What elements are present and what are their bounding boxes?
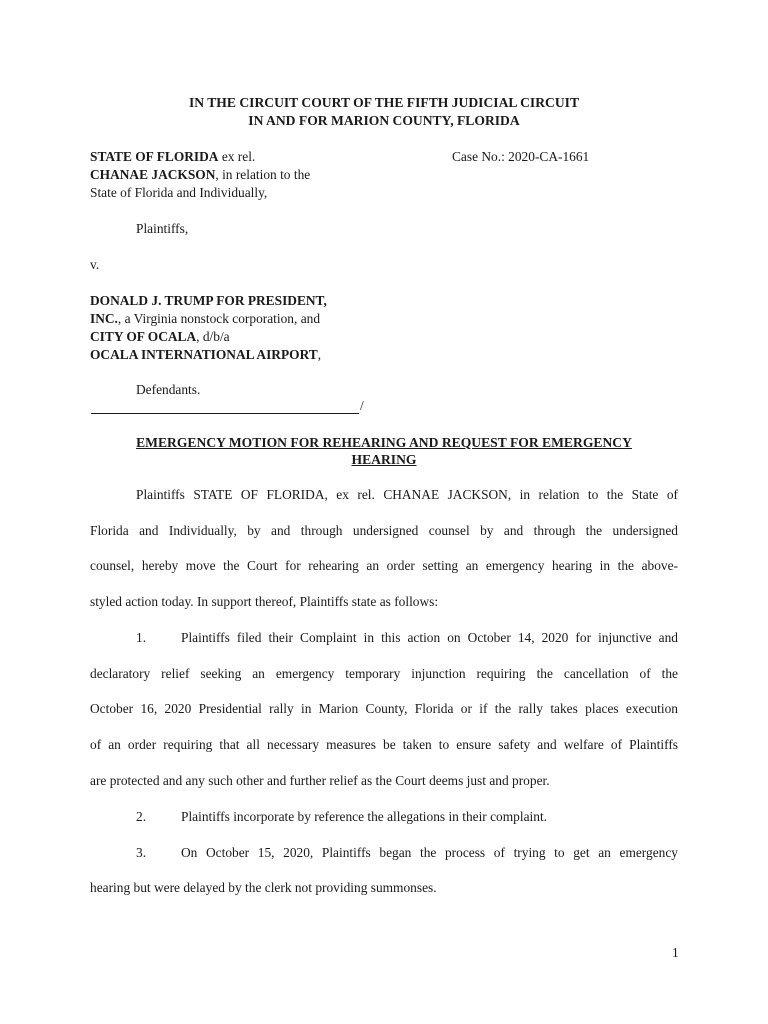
paragraph-3-line-1-text: On October 15, 2020, Plaintiffs began the process of trying to get an emergency xyxy=(181,845,678,860)
intro-line-3 xyxy=(90,557,678,575)
paragraph-2-line-1: Plaintiffs incorporate by reference the allegations in their complaint. xyxy=(181,809,548,824)
paragraph-1-line-1 xyxy=(181,629,678,647)
court-heading-line-2: IN AND FOR MARION COUNTY, FLORIDA xyxy=(248,113,520,128)
motion-title-line-2: HEARING xyxy=(351,452,417,467)
paragraph-3-number: 3. xyxy=(136,845,147,860)
paragraph-1-line-1-text: Plaintiffs filed their Complaint in this action on October 14, 2020 for injunctive and xyxy=(181,630,678,645)
versus: v. xyxy=(90,257,100,272)
paragraph-2-number: 2. xyxy=(136,809,147,824)
paragraph-3-line-1 xyxy=(181,844,678,862)
relator-rest: , in relation to the xyxy=(215,167,311,182)
plaintiff-line-1 xyxy=(90,148,255,166)
defendant-inc-rest: , a Virginia nonstock corporation, and xyxy=(117,311,321,326)
plaintiff-line-2 xyxy=(90,166,310,184)
paragraph-1-line-3 xyxy=(90,700,678,718)
defendant-inc: INC. xyxy=(90,311,118,326)
intro-line-1 xyxy=(136,486,678,504)
paragraph-1-line-5: are protected and any such other and further relief as the Court deems just and proper. xyxy=(90,773,550,788)
paragraph-1-line-3-text: October 16, 2020 Presidential rally in Marion County, Florida or if the rally takes places execution xyxy=(90,701,678,716)
defendant-line-4 xyxy=(90,346,321,364)
intro-line-3-text: counsel, hereby move the Court for rehearing an order setting an emergency hearing in the above- xyxy=(90,558,678,573)
caption-slash: / xyxy=(360,398,364,413)
page-number: 1 xyxy=(672,945,679,960)
airport-name: OCALA INTERNATIONAL AIRPORT xyxy=(90,347,318,362)
plaintiff-line-3: State of Florida and Individually, xyxy=(90,185,268,200)
motion-title-line-1: EMERGENCY MOTION FOR REHEARING AND REQUEST FOR EMERGENCY xyxy=(136,435,632,450)
plaintiff-exrel: ex rel. xyxy=(218,149,256,164)
defendants-label: Defendants. xyxy=(136,382,201,397)
defendant-line-3 xyxy=(90,328,230,346)
intro-line-2-text: Florida and Individually, by and through undersigned counsel by and through the undersigned xyxy=(90,523,678,538)
paragraph-1-line-2-text: declaratory relief seeking an emergency temporary injunction requiring the cancellation of the xyxy=(90,666,678,681)
airport-rest: , xyxy=(317,347,322,362)
city-name: CITY OF OCALA xyxy=(90,329,197,344)
relator-name: CHANAE JACKSON xyxy=(90,167,216,182)
paragraph-1-line-2 xyxy=(90,665,678,683)
defendant-line-2 xyxy=(90,310,320,328)
plaintiff-name: STATE OF FLORIDA xyxy=(90,149,219,164)
defendant-line-1: DONALD J. TRUMP FOR PRESIDENT, xyxy=(90,293,327,308)
intro-line-4: styled action today. In support thereof, Plaintiffs state as follows: xyxy=(90,594,439,609)
paragraph-1-line-4-text: of an order requiring that all necessary measures be taken to ensure safety and welfare of Plaintiffs xyxy=(90,737,678,752)
city-rest: , d/b/a xyxy=(196,329,230,344)
case-number: Case No.: 2020-CA-1661 xyxy=(452,149,590,164)
intro-line-1-text: Plaintiffs STATE OF FLORIDA, ex rel. CHANAE JACKSON, in relation to the State of xyxy=(136,487,678,502)
plaintiffs-label: Plaintiffs, xyxy=(136,221,189,236)
caption-rule xyxy=(91,413,359,414)
court-heading-line-1: IN THE CIRCUIT COURT OF THE FIFTH JUDICIAL CIRCUIT xyxy=(188,95,580,110)
paragraph-3-line-2: hearing but were delayed by the clerk not providing summonses. xyxy=(90,880,437,895)
paragraph-1-number: 1. xyxy=(136,630,147,645)
paragraph-1-line-4 xyxy=(90,736,678,754)
intro-line-2 xyxy=(90,522,678,540)
